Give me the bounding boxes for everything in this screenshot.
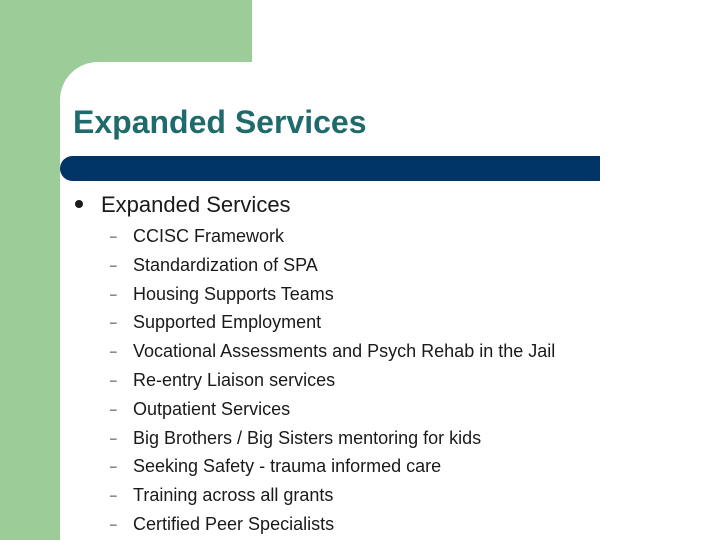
dash-bullet-icon: –	[110, 315, 117, 330]
sub-bullet-item	[110, 366, 555, 395]
sub-bullet-item	[110, 481, 555, 510]
dash-bullet-icon: –	[110, 257, 117, 272]
dash-bullet-icon: –	[110, 229, 117, 243]
sub-bullet-list	[110, 222, 555, 539]
dash-bullet-icon: –	[110, 459, 117, 474]
sub-bullet-text: Supported Employment	[133, 312, 322, 333]
dash-bullet-icon: –	[110, 516, 117, 531]
sub-bullet-item	[110, 222, 555, 251]
slide-title: Expanded Services	[73, 104, 367, 140]
sub-bullet-item	[110, 337, 555, 366]
title-underline-bar	[60, 156, 600, 181]
sub-bullet-text: Seeking Safety - trauma informed care	[133, 456, 442, 477]
sub-bullet-text: Housing Supports Teams	[133, 283, 334, 304]
dash-bullet-icon: –	[110, 372, 117, 387]
sub-bullet-item	[110, 424, 555, 453]
sub-bullet-item	[110, 395, 555, 424]
bullet-label: Expanded Services	[101, 192, 291, 217]
sub-bullet-item	[110, 280, 555, 309]
sub-bullet-text: Re-entry Liaison services	[133, 369, 336, 390]
dash-bullet-icon: –	[110, 286, 117, 301]
sub-bullet-text: Outpatient Services	[133, 398, 291, 419]
sub-bullet-item	[110, 308, 555, 337]
bullet-dot-icon	[75, 200, 83, 208]
sub-bullet-text: Vocational Assessments and Psych Rehab in the Jail	[133, 341, 556, 362]
sub-bullet-text: Training across all grants	[133, 485, 334, 506]
sub-bullet-text: Standardization of SPA	[133, 254, 318, 275]
dash-bullet-icon: –	[110, 430, 117, 445]
sub-bullet-item	[110, 452, 555, 481]
dash-bullet-icon: –	[110, 488, 117, 503]
sub-bullet-item	[110, 510, 555, 539]
sub-bullet-text: Big Brothers / Big Sisters mentoring for kids	[133, 427, 482, 448]
sub-bullet-text: CCISC Framework	[133, 226, 285, 246]
sub-bullet-item	[110, 251, 555, 280]
dash-bullet-icon: –	[110, 344, 117, 359]
dash-bullet-icon: –	[110, 401, 117, 416]
sub-bullet-text: Certified Peer Specialists	[133, 513, 335, 534]
